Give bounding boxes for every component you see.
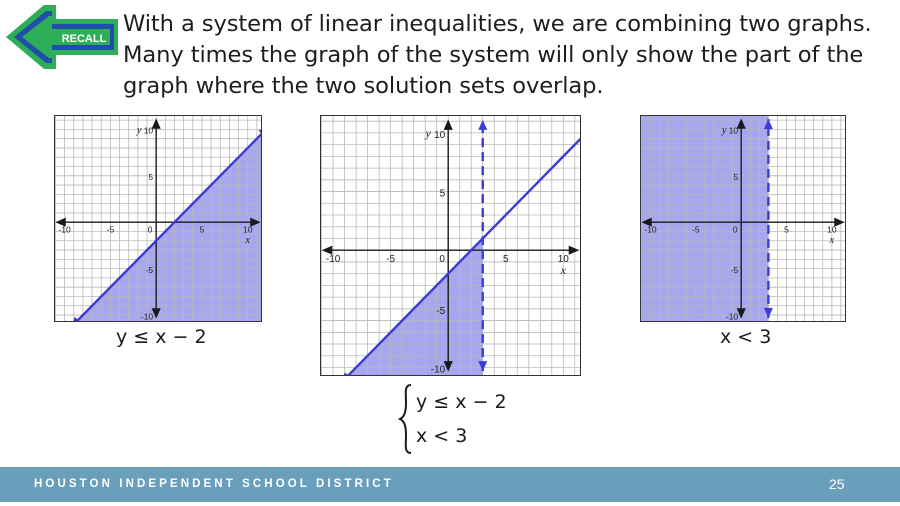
y-axis-label: y: [425, 125, 431, 140]
recall-badge: [6, 5, 118, 69]
graph-y-le-x-minus-2: [54, 115, 262, 322]
x-tick-label: 10: [557, 254, 569, 266]
solution-region: [55, 116, 261, 321]
x-tick-label: 10: [827, 224, 837, 235]
y-tick-label: 10: [728, 125, 739, 136]
y-axis-up-arrow-icon: [153, 120, 160, 128]
system-brace: [398, 383, 414, 455]
x-axis-right-arrow-icon: [569, 247, 577, 254]
x-axis-label: x: [560, 263, 566, 278]
x-tick-label: 0: [147, 224, 153, 235]
y-tick-label: -5: [730, 264, 739, 275]
page-number: 25: [829, 476, 845, 492]
x-tick-label: 5: [502, 254, 509, 266]
recall-arrow-icon: [6, 5, 118, 69]
footer-organization: HOUSTON INDEPENDENT SCHOOL DISTRICT: [34, 478, 394, 490]
graph-a-plot: [55, 116, 261, 321]
graph-c-caption: x < 3: [720, 326, 772, 348]
y-tick-label: -10: [725, 311, 739, 321]
y-tick-label: 5: [439, 188, 446, 200]
x-tick-label: 0: [732, 224, 738, 235]
graph-b-plot: [321, 116, 580, 375]
x-tick-label: -5: [386, 254, 396, 266]
x-tick-label: -5: [692, 224, 700, 235]
x-tick-label: -10: [325, 254, 341, 266]
recall-label: RECALL: [61, 33, 107, 45]
y-tick-label: -10: [430, 364, 446, 375]
x-axis-label: x: [829, 235, 835, 247]
x-tick-label: 10: [242, 224, 253, 235]
graph-system: [320, 115, 581, 376]
x-tick-label: 0: [439, 254, 445, 266]
x-axis-label: x: [245, 235, 251, 247]
footer-bar: [0, 467, 900, 502]
graph-x-lt-3: [640, 115, 846, 322]
system-inequality-2: x < 3: [416, 425, 468, 447]
y-tick-label: 5: [733, 172, 739, 183]
y-tick-label: 10: [143, 125, 154, 136]
system-inequality-1: y ≤ x − 2: [416, 391, 507, 413]
y-axis-label: y: [721, 124, 727, 136]
y-tick-label: -10: [140, 311, 154, 321]
x-tick-label: -10: [644, 224, 657, 235]
y-tick-label: 5: [148, 172, 154, 183]
y-axis-up-arrow-icon: [445, 121, 452, 129]
intro-paragraph: With a system of linear inequalities, we are combining two graphs. Many times the graph of the system will only show the part of the graph where the two solution sets overlap.: [123, 11, 872, 99]
x-tick-label: 5: [784, 224, 789, 235]
y-axis-label: y: [136, 124, 142, 136]
x-tick-label: -5: [106, 224, 115, 235]
y-tick-label: 10: [434, 129, 446, 141]
x-tick-label: -10: [58, 224, 71, 235]
graph-c-plot: [641, 116, 845, 321]
y-tick-label: -5: [145, 264, 154, 275]
graph-a-caption: y ≤ x − 2: [116, 326, 207, 348]
x-tick-label: 5: [199, 224, 205, 235]
y-tick-label: -5: [436, 305, 446, 317]
x-axis-left-arrow-icon: [324, 247, 332, 254]
